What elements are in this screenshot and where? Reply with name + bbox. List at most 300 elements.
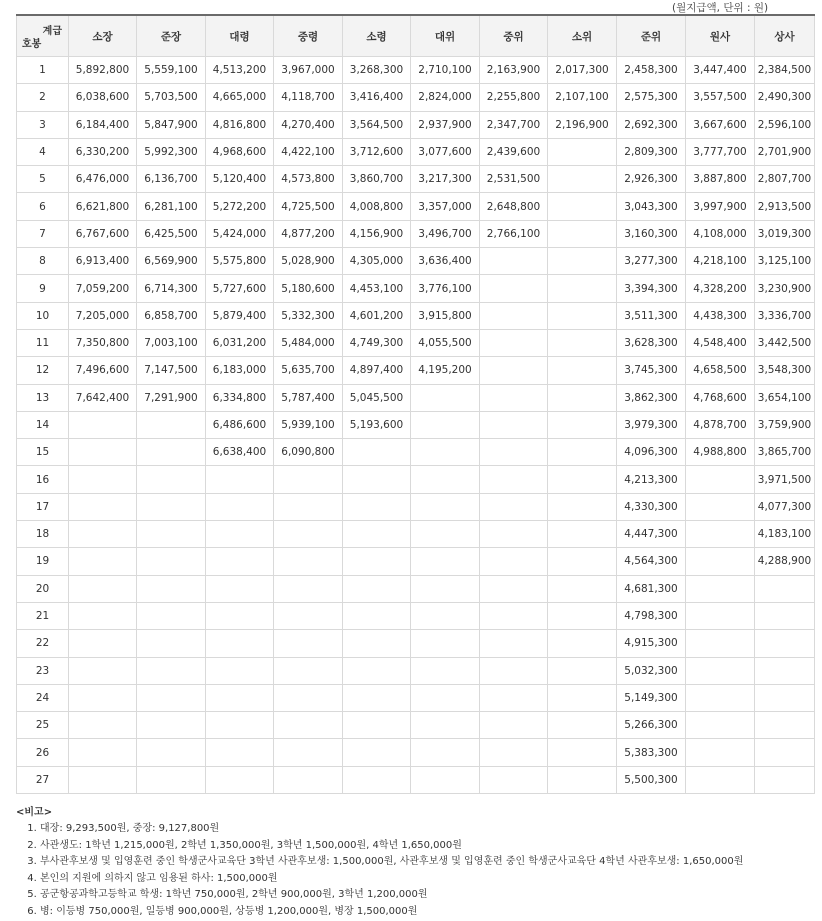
pay-cell xyxy=(274,766,343,793)
pay-cell: 3,511,300 xyxy=(617,302,686,329)
pay-cell xyxy=(206,684,274,711)
pay-cell: 3,667,600 xyxy=(686,111,755,138)
pay-cell xyxy=(755,602,815,629)
pay-cell: 4,988,800 xyxy=(686,439,755,466)
corner-cell xyxy=(17,15,69,57)
pay-cell xyxy=(69,548,137,575)
pay-cell: 3,557,500 xyxy=(686,84,755,111)
pay-cell: 4,330,300 xyxy=(617,493,686,520)
pay-cell: 7,147,500 xyxy=(137,357,206,384)
pay-cell: 4,878,700 xyxy=(686,411,755,438)
pay-cell: 4,877,200 xyxy=(274,220,343,247)
pay-cell: 3,416,400 xyxy=(343,84,411,111)
pay-cell: 4,422,100 xyxy=(274,138,343,165)
step-cell: 2 xyxy=(17,84,69,111)
step-cell: 16 xyxy=(17,466,69,493)
rank-header: 대령 xyxy=(206,15,274,57)
pay-cell: 7,642,400 xyxy=(69,384,137,411)
table-row xyxy=(17,57,815,84)
table-row xyxy=(17,766,815,793)
pay-cell xyxy=(274,739,343,766)
remarks-list xyxy=(16,821,814,921)
pay-cell: 4,008,800 xyxy=(343,193,411,220)
pay-cell: 4,798,300 xyxy=(617,602,686,629)
pay-cell xyxy=(411,657,480,684)
pay-cell: 7,350,800 xyxy=(69,329,137,356)
pay-cell: 5,193,600 xyxy=(343,411,411,438)
pay-cell: 2,807,700 xyxy=(755,166,815,193)
pay-cell xyxy=(548,466,617,493)
pay-cell: 4,156,900 xyxy=(343,220,411,247)
pay-cell: 5,045,500 xyxy=(343,384,411,411)
pay-cell: 2,017,300 xyxy=(548,57,617,84)
pay-cell xyxy=(686,739,755,766)
pay-cell: 2,937,900 xyxy=(411,111,480,138)
remarks-title: <비고> xyxy=(16,807,53,818)
pay-cell: 4,749,300 xyxy=(343,329,411,356)
pay-cell: 6,425,500 xyxy=(137,220,206,247)
pay-cell: 6,476,000 xyxy=(69,166,137,193)
pay-cell xyxy=(686,712,755,739)
remark-item: 1. 대장: 9,293,500원, 중장: 9,127,800원 xyxy=(40,821,814,838)
table-row xyxy=(17,575,815,602)
pay-cell: 7,003,100 xyxy=(137,329,206,356)
pay-cell: 3,277,300 xyxy=(617,248,686,275)
pay-cell: 2,458,300 xyxy=(617,57,686,84)
pay-cell: 5,727,600 xyxy=(206,275,274,302)
pay-cell: 2,596,100 xyxy=(755,111,815,138)
pay-cell: 3,357,000 xyxy=(411,193,480,220)
table-row xyxy=(17,712,815,739)
pay-cell: 6,038,600 xyxy=(69,84,137,111)
pay-cell: 2,701,900 xyxy=(755,138,815,165)
pay-cell: 4,305,000 xyxy=(343,248,411,275)
pay-cell: 5,703,500 xyxy=(137,84,206,111)
pay-cell: 4,897,400 xyxy=(343,357,411,384)
rank-header: 상사 xyxy=(755,15,815,57)
pay-cell: 4,681,300 xyxy=(617,575,686,602)
pay-cell: 3,865,700 xyxy=(755,439,815,466)
pay-cell xyxy=(548,166,617,193)
pay-cell xyxy=(755,712,815,739)
pay-cell: 4,768,600 xyxy=(686,384,755,411)
step-cell: 19 xyxy=(17,548,69,575)
step-cell: 4 xyxy=(17,138,69,165)
pay-cell: 4,077,300 xyxy=(755,493,815,520)
pay-cell: 6,638,400 xyxy=(206,439,274,466)
table-row xyxy=(17,329,815,356)
pay-cell xyxy=(411,521,480,548)
pay-cell xyxy=(274,657,343,684)
pay-cell xyxy=(686,548,755,575)
pay-cell xyxy=(137,575,206,602)
pay-cell xyxy=(274,575,343,602)
pay-cell xyxy=(69,766,137,793)
pay-cell xyxy=(69,521,137,548)
pay-cell: 4,447,300 xyxy=(617,521,686,548)
pay-cell xyxy=(343,548,411,575)
step-cell: 22 xyxy=(17,630,69,657)
pay-cell xyxy=(206,712,274,739)
table-row xyxy=(17,384,815,411)
pay-cell: 2,107,100 xyxy=(548,84,617,111)
remark-item: 3. 부사관후보생 및 입영훈련 중인 학생군사교육단 3학년 사관후보생: 1,500,000원, 사관후보생 및 입영훈련 중인 학생군사교육단 4학년 사관후보생: 1,650,000원 xyxy=(40,854,814,871)
pay-cell: 2,439,600 xyxy=(480,138,548,165)
step-cell: 3 xyxy=(17,111,69,138)
pay-cell xyxy=(69,712,137,739)
step-cell: 15 xyxy=(17,439,69,466)
pay-cell xyxy=(686,657,755,684)
pay-cell: 5,992,300 xyxy=(137,138,206,165)
pay-cell xyxy=(206,739,274,766)
pay-cell: 2,926,300 xyxy=(617,166,686,193)
pay-cell xyxy=(686,684,755,711)
remark-item: 2. 사관생도: 1학년 1,215,000원, 2학년 1,350,000원, 3학년 1,500,000원, 4학년 1,650,000원 xyxy=(40,838,814,855)
pay-cell: 5,559,100 xyxy=(137,57,206,84)
pay-cell xyxy=(548,630,617,657)
pay-cell: 3,979,300 xyxy=(617,411,686,438)
table-row xyxy=(17,220,815,247)
pay-table xyxy=(16,14,815,794)
pay-cell xyxy=(548,493,617,520)
pay-cell xyxy=(548,220,617,247)
pay-cell: 2,710,100 xyxy=(411,57,480,84)
pay-cell xyxy=(480,657,548,684)
pay-cell xyxy=(548,739,617,766)
pay-cell xyxy=(548,329,617,356)
table-row xyxy=(17,548,815,575)
pay-cell xyxy=(206,548,274,575)
pay-cell: 6,858,700 xyxy=(137,302,206,329)
table-row xyxy=(17,248,815,275)
pay-cell xyxy=(343,439,411,466)
pay-cell xyxy=(548,439,617,466)
table-row xyxy=(17,466,815,493)
pay-cell xyxy=(137,466,206,493)
pay-cell: 3,268,300 xyxy=(343,57,411,84)
pay-cell xyxy=(755,575,815,602)
pay-cell: 4,195,200 xyxy=(411,357,480,384)
pay-cell: 6,767,600 xyxy=(69,220,137,247)
pay-cell xyxy=(137,712,206,739)
pay-cell: 3,125,100 xyxy=(755,248,815,275)
pay-cell: 7,496,600 xyxy=(69,357,137,384)
pay-cell: 5,484,000 xyxy=(274,329,343,356)
pay-cell: 4,725,500 xyxy=(274,193,343,220)
rank-header: 소위 xyxy=(548,15,617,57)
pay-cell: 5,424,000 xyxy=(206,220,274,247)
pay-cell xyxy=(480,684,548,711)
table-row xyxy=(17,275,815,302)
pay-cell: 3,442,500 xyxy=(755,329,815,356)
rank-header: 소령 xyxy=(343,15,411,57)
pay-cell xyxy=(548,712,617,739)
pay-cell xyxy=(69,466,137,493)
pay-cell: 5,383,300 xyxy=(617,739,686,766)
pay-cell: 2,255,800 xyxy=(480,84,548,111)
pay-cell: 5,180,600 xyxy=(274,275,343,302)
pay-cell: 5,575,800 xyxy=(206,248,274,275)
pay-cell xyxy=(69,657,137,684)
pay-cell: 3,745,300 xyxy=(617,357,686,384)
pay-cell xyxy=(206,521,274,548)
pay-cell xyxy=(206,575,274,602)
pay-cell: 3,230,900 xyxy=(755,275,815,302)
pay-cell: 3,997,900 xyxy=(686,193,755,220)
pay-cell xyxy=(206,602,274,629)
pay-cell xyxy=(206,466,274,493)
rank-header: 원사 xyxy=(686,15,755,57)
step-cell: 12 xyxy=(17,357,69,384)
pay-cell xyxy=(480,466,548,493)
pay-cell: 4,513,200 xyxy=(206,57,274,84)
remarks-section xyxy=(16,803,814,921)
rank-header: 준장 xyxy=(137,15,206,57)
step-cell: 7 xyxy=(17,220,69,247)
rank-header: 중위 xyxy=(480,15,548,57)
table-row xyxy=(17,439,815,466)
pay-cell: 4,288,900 xyxy=(755,548,815,575)
pay-cell xyxy=(206,657,274,684)
pay-cell: 2,692,300 xyxy=(617,111,686,138)
pay-cell: 5,879,400 xyxy=(206,302,274,329)
pay-cell: 6,334,800 xyxy=(206,384,274,411)
pay-cell: 4,573,800 xyxy=(274,166,343,193)
pay-cell xyxy=(274,712,343,739)
pay-cell xyxy=(548,275,617,302)
pay-cell: 3,160,300 xyxy=(617,220,686,247)
step-cell: 6 xyxy=(17,193,69,220)
pay-cell: 3,636,400 xyxy=(411,248,480,275)
pay-cell xyxy=(548,602,617,629)
pay-cell: 7,291,900 xyxy=(137,384,206,411)
pay-cell: 2,347,700 xyxy=(480,111,548,138)
pay-cell: 2,913,500 xyxy=(755,193,815,220)
pay-cell xyxy=(137,411,206,438)
pay-cell xyxy=(480,384,548,411)
pay-cell: 3,712,600 xyxy=(343,138,411,165)
pay-cell: 3,777,700 xyxy=(686,138,755,165)
pay-cell xyxy=(137,493,206,520)
pay-cell: 5,939,100 xyxy=(274,411,343,438)
pay-cell xyxy=(755,766,815,793)
pay-cell xyxy=(548,302,617,329)
step-cell: 23 xyxy=(17,657,69,684)
pay-cell: 4,328,200 xyxy=(686,275,755,302)
pay-cell xyxy=(274,630,343,657)
pay-cell: 4,118,700 xyxy=(274,84,343,111)
pay-cell: 6,184,400 xyxy=(69,111,137,138)
pay-cell xyxy=(686,766,755,793)
pay-cell: 3,447,400 xyxy=(686,57,755,84)
pay-cell xyxy=(686,493,755,520)
pay-cell xyxy=(343,466,411,493)
table-row xyxy=(17,411,815,438)
step-cell: 21 xyxy=(17,602,69,629)
pay-cell: 4,183,100 xyxy=(755,521,815,548)
pay-cell: 3,654,100 xyxy=(755,384,815,411)
pay-cell xyxy=(69,575,137,602)
pay-cell xyxy=(411,493,480,520)
table-row xyxy=(17,166,815,193)
pay-cell xyxy=(686,630,755,657)
pay-cell xyxy=(548,357,617,384)
pay-cell: 2,196,900 xyxy=(548,111,617,138)
pay-cell: 3,915,800 xyxy=(411,302,480,329)
pay-cell xyxy=(69,739,137,766)
pay-cell xyxy=(69,630,137,657)
table-row xyxy=(17,357,815,384)
pay-cell xyxy=(686,575,755,602)
table-row xyxy=(17,302,815,329)
pay-cell: 4,096,300 xyxy=(617,439,686,466)
pay-cell xyxy=(274,493,343,520)
step-cell: 11 xyxy=(17,329,69,356)
pay-cell: 5,332,300 xyxy=(274,302,343,329)
pay-cell xyxy=(480,575,548,602)
pay-cell: 3,496,700 xyxy=(411,220,480,247)
step-cell: 20 xyxy=(17,575,69,602)
pay-cell xyxy=(755,684,815,711)
pay-cell: 6,330,200 xyxy=(69,138,137,165)
pay-cell xyxy=(411,466,480,493)
pay-cell: 4,108,000 xyxy=(686,220,755,247)
table-row xyxy=(17,684,815,711)
pay-cell xyxy=(206,630,274,657)
remark-item: 4. 본인의 지원에 의하지 않고 임용된 하사: 1,500,000원 xyxy=(40,871,814,888)
pay-cell xyxy=(343,521,411,548)
pay-cell xyxy=(137,766,206,793)
pay-cell xyxy=(411,439,480,466)
pay-cell: 6,714,300 xyxy=(137,275,206,302)
pay-cell: 4,270,400 xyxy=(274,111,343,138)
table-row xyxy=(17,138,815,165)
step-cell: 24 xyxy=(17,684,69,711)
pay-cell xyxy=(411,684,480,711)
pay-cell xyxy=(274,684,343,711)
pay-cell xyxy=(343,493,411,520)
table-row xyxy=(17,84,815,111)
step-cell: 8 xyxy=(17,248,69,275)
pay-cell xyxy=(343,630,411,657)
pay-cell: 2,531,500 xyxy=(480,166,548,193)
pay-cell xyxy=(548,548,617,575)
pay-cell xyxy=(480,275,548,302)
remark-item: 5. 공군항공과학고등학교 학생: 1학년 750,000원, 2학년 900,000원, 3학년 1,200,000원 xyxy=(40,887,814,904)
pay-cell: 2,809,300 xyxy=(617,138,686,165)
pay-cell xyxy=(548,138,617,165)
pay-cell xyxy=(480,548,548,575)
pay-cell: 3,860,700 xyxy=(343,166,411,193)
pay-cell: 2,163,900 xyxy=(480,57,548,84)
pay-cell xyxy=(137,602,206,629)
pay-cell: 7,205,000 xyxy=(69,302,137,329)
step-cell: 27 xyxy=(17,766,69,793)
pay-cell xyxy=(343,684,411,711)
pay-cell: 3,776,100 xyxy=(411,275,480,302)
rank-header: 준위 xyxy=(617,15,686,57)
pay-cell xyxy=(480,602,548,629)
pay-cell xyxy=(548,684,617,711)
pay-cell: 6,569,900 xyxy=(137,248,206,275)
pay-cell xyxy=(686,521,755,548)
pay-cell xyxy=(480,329,548,356)
pay-cell: 2,490,300 xyxy=(755,84,815,111)
pay-cell xyxy=(411,575,480,602)
pay-cell xyxy=(343,766,411,793)
pay-cell: 6,090,800 xyxy=(274,439,343,466)
pay-cell xyxy=(411,411,480,438)
pay-cell: 5,266,300 xyxy=(617,712,686,739)
pay-cell xyxy=(480,357,548,384)
pay-cell xyxy=(137,521,206,548)
pay-cell: 5,787,400 xyxy=(274,384,343,411)
pay-cell: 6,031,200 xyxy=(206,329,274,356)
pay-cell: 3,548,300 xyxy=(755,357,815,384)
pay-cell xyxy=(69,684,137,711)
pay-cell: 6,486,600 xyxy=(206,411,274,438)
pay-cell xyxy=(480,411,548,438)
pay-cell xyxy=(411,739,480,766)
step-cell: 9 xyxy=(17,275,69,302)
table-row xyxy=(17,739,815,766)
table-row xyxy=(17,630,815,657)
step-cell: 13 xyxy=(17,384,69,411)
pay-cell: 3,564,500 xyxy=(343,111,411,138)
pay-cell: 3,019,300 xyxy=(755,220,815,247)
pay-cell: 4,218,100 xyxy=(686,248,755,275)
pay-cell: 4,665,000 xyxy=(206,84,274,111)
pay-cell: 4,453,100 xyxy=(343,275,411,302)
pay-cell xyxy=(480,521,548,548)
pay-cell: 3,077,600 xyxy=(411,138,480,165)
pay-cell xyxy=(480,439,548,466)
step-cell: 17 xyxy=(17,493,69,520)
pay-cell: 4,816,800 xyxy=(206,111,274,138)
pay-cell: 6,136,700 xyxy=(137,166,206,193)
pay-cell: 4,915,300 xyxy=(617,630,686,657)
pay-cell xyxy=(69,602,137,629)
rank-header: 중령 xyxy=(274,15,343,57)
pay-cell xyxy=(548,657,617,684)
pay-cell xyxy=(343,712,411,739)
pay-cell: 2,766,100 xyxy=(480,220,548,247)
pay-cell: 5,892,800 xyxy=(69,57,137,84)
pay-cell: 6,913,400 xyxy=(69,248,137,275)
pay-cell xyxy=(343,657,411,684)
pay-cell: 7,059,200 xyxy=(69,275,137,302)
pay-cell xyxy=(411,602,480,629)
pay-cell xyxy=(480,248,548,275)
rank-header: 소장 xyxy=(69,15,137,57)
pay-cell xyxy=(69,439,137,466)
pay-cell: 5,032,300 xyxy=(617,657,686,684)
pay-cell xyxy=(548,248,617,275)
rank-header: 대위 xyxy=(411,15,480,57)
pay-cell xyxy=(548,521,617,548)
pay-cell xyxy=(137,739,206,766)
pay-cell: 6,183,000 xyxy=(206,357,274,384)
pay-cell xyxy=(274,602,343,629)
pay-cell xyxy=(480,493,548,520)
pay-cell: 5,272,200 xyxy=(206,193,274,220)
pay-cell xyxy=(343,602,411,629)
table-row xyxy=(17,493,815,520)
pay-cell xyxy=(755,657,815,684)
pay-cell: 3,759,900 xyxy=(755,411,815,438)
pay-cell xyxy=(411,712,480,739)
pay-cell xyxy=(137,657,206,684)
